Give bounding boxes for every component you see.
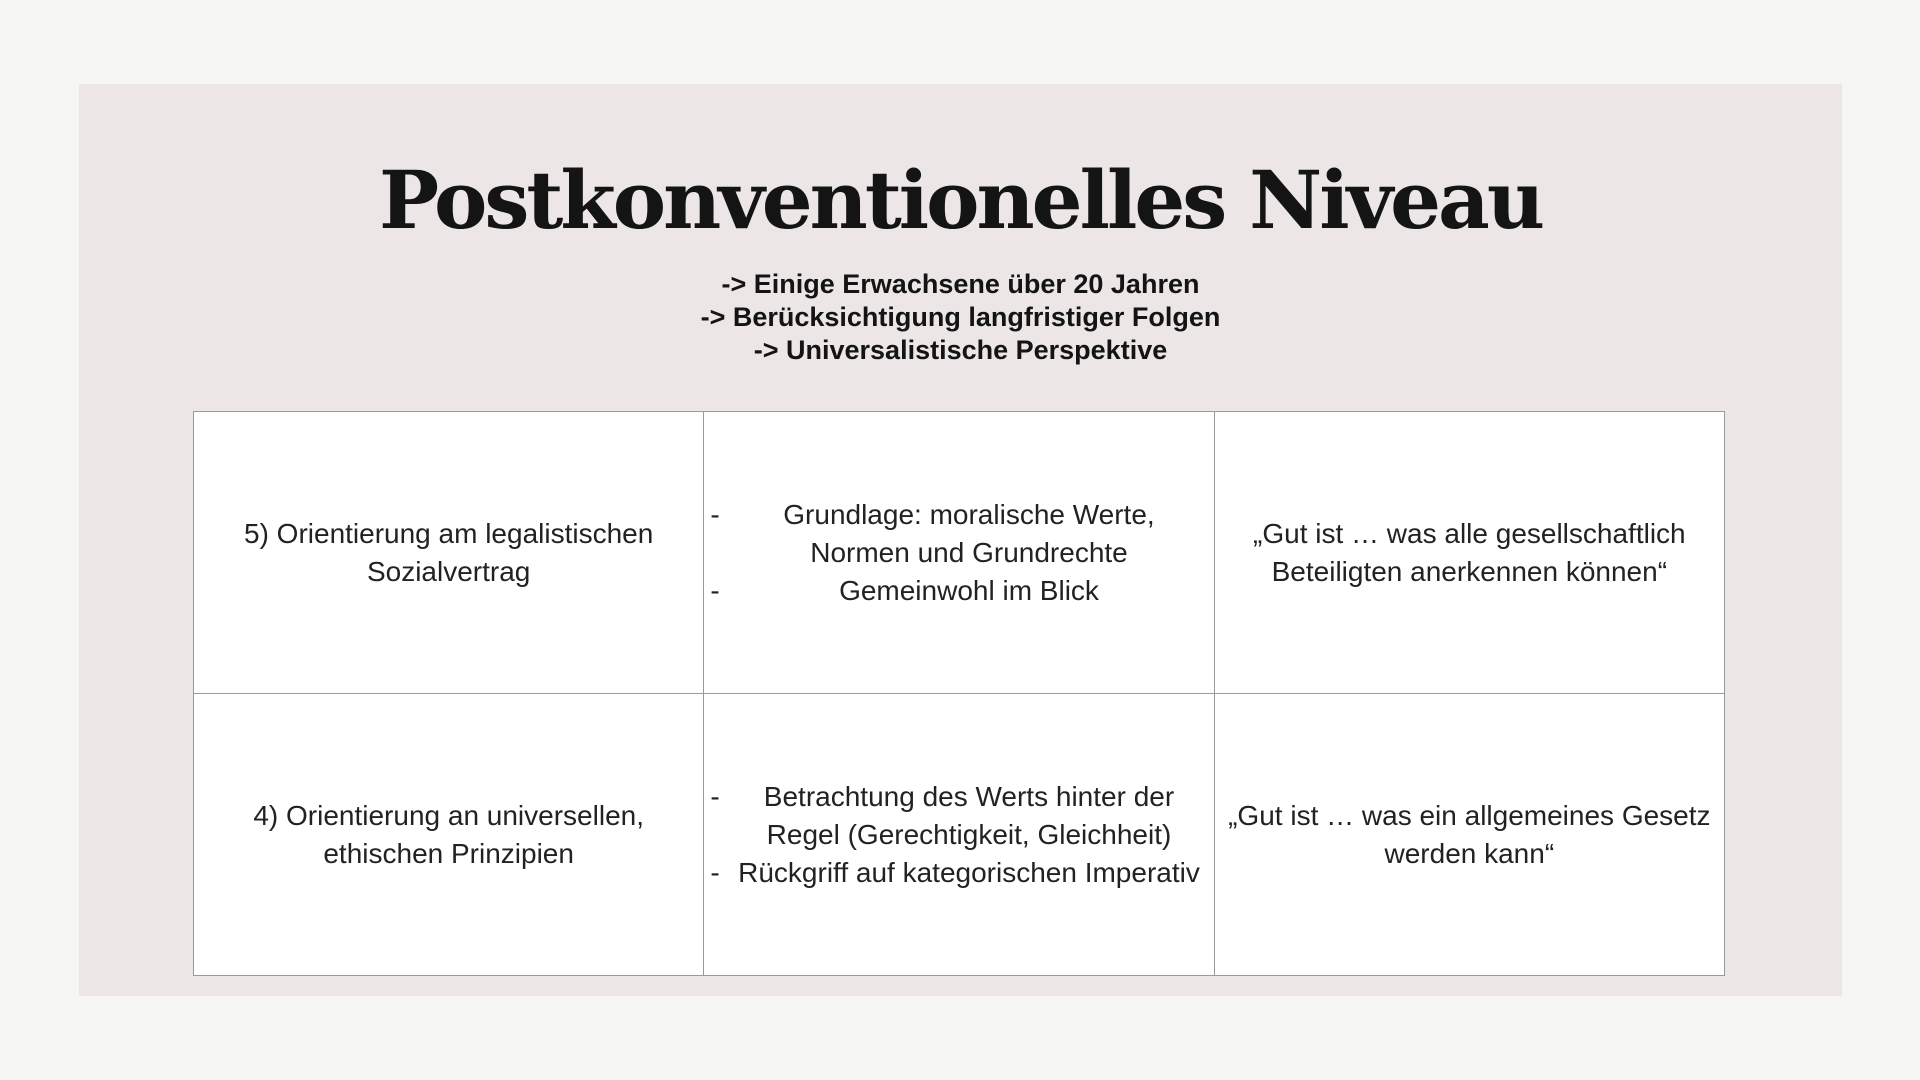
quote-cell: „Gut ist … was ein allgemeines Gesetz werden kann“: [1214, 694, 1724, 976]
quote-cell: „Gut ist … was alle gesellschaftlich Beteiligten anerkennen können“: [1214, 412, 1724, 694]
description-cell: [704, 694, 1214, 976]
list-item: - Betrachtung des Werts hinter der Regel (Gerechtigkeit, Gleichheit): [710, 778, 1203, 854]
stage-cell: 4) Orientierung an universellen, ethischen Prinzipien: [194, 694, 704, 976]
subtitle-line: -> Einige Erwachsene über 20 Jahren: [721, 269, 1200, 299]
stage-cell: 5) Orientierung am legalistischen Sozialvertrag: [194, 412, 704, 694]
description-cell: [704, 412, 1214, 694]
subtitle-block: [79, 268, 1842, 367]
description-list: [710, 496, 1203, 610]
subtitle-line: -> Berücksichtigung langfristiger Folgen: [700, 302, 1221, 332]
list-item: - Grundlage: moralische Werte, Normen und Grundrechte: [710, 496, 1203, 572]
slide-title: Postkonventionelles Niveau: [378, 153, 1543, 247]
list-item: - Gemeinwohl im Blick: [710, 572, 1203, 610]
table-row: [194, 412, 1725, 694]
description-list: [710, 778, 1203, 892]
list-item: - Rückgriff auf kategorischen Imperativ: [710, 854, 1203, 892]
table-row: [194, 694, 1725, 976]
subtitle-line: -> Universalistische Perspektive: [753, 335, 1168, 365]
stages-table: [193, 411, 1725, 976]
slide: [79, 84, 1842, 996]
